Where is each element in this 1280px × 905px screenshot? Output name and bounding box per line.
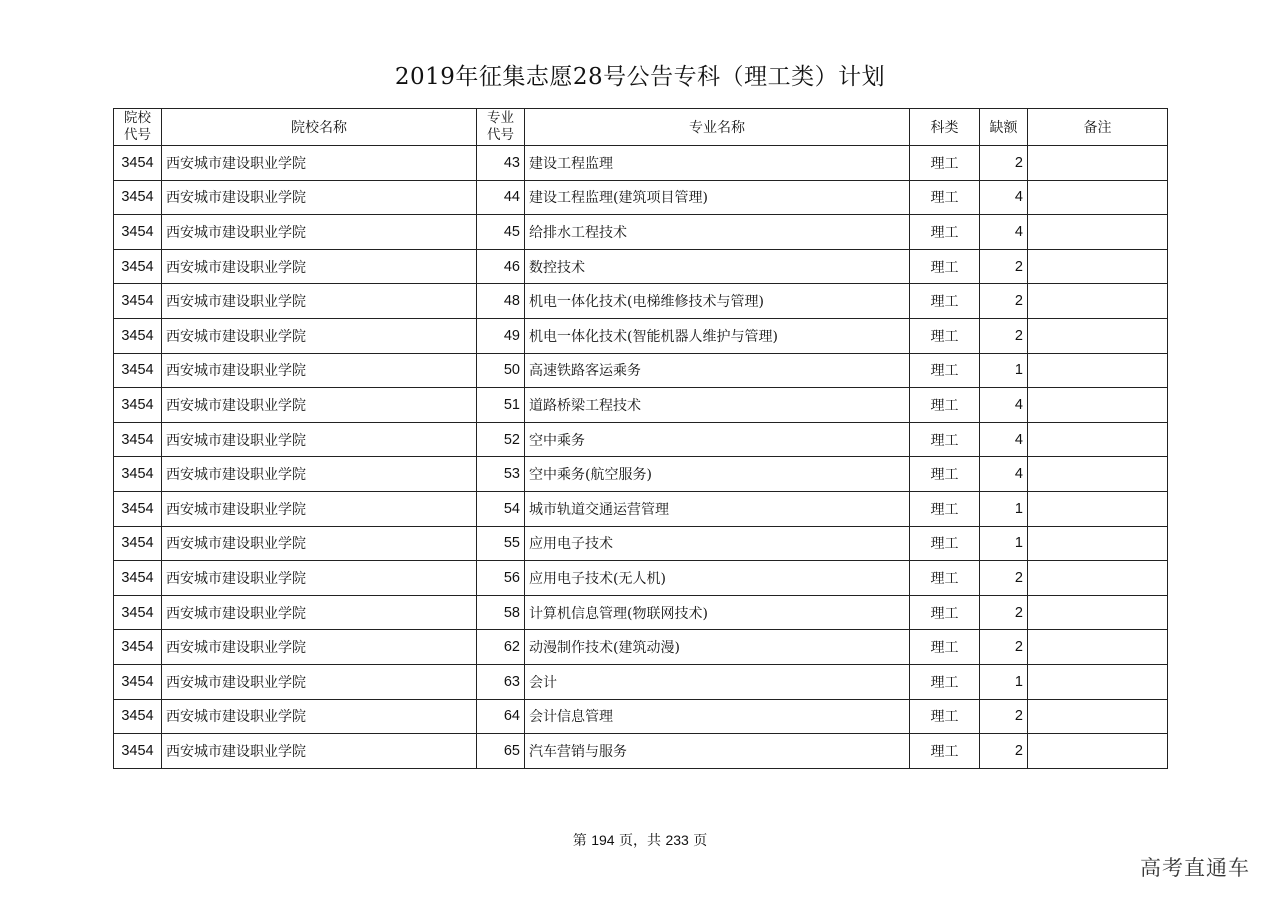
- cell-remarks: [1028, 526, 1168, 561]
- cell-remarks: [1028, 353, 1168, 388]
- cell-category: 理工: [910, 734, 980, 769]
- cell-school-code: 3454: [114, 284, 162, 319]
- header-category: 科类: [910, 109, 980, 146]
- cell-school-name: 西安城市建设职业学院: [162, 595, 477, 630]
- cell-school-code: 3454: [114, 422, 162, 457]
- cell-major-code: 51: [477, 388, 525, 423]
- cell-major-name: 空中乘务: [525, 422, 910, 457]
- table-row: [114, 526, 1168, 561]
- cell-remarks: [1028, 318, 1168, 353]
- cell-school-name: 西安城市建设职业学院: [162, 491, 477, 526]
- cell-major-name: 汽车营销与服务: [525, 734, 910, 769]
- cell-category: 理工: [910, 318, 980, 353]
- table-row: [114, 249, 1168, 284]
- header-school-name: 院校名称: [162, 109, 477, 146]
- cell-school-code: 3454: [114, 249, 162, 284]
- cell-major-code: 62: [477, 630, 525, 665]
- page-footer: [0, 830, 1280, 850]
- cell-major-name: 数控技术: [525, 249, 910, 284]
- cell-remarks: [1028, 215, 1168, 250]
- cell-school-code: 3454: [114, 664, 162, 699]
- cell-major-code: 52: [477, 422, 525, 457]
- cell-school-name: 西安城市建设职业学院: [162, 734, 477, 769]
- table-row: [114, 422, 1168, 457]
- table-row: [114, 388, 1168, 423]
- cell-major-name: 会计信息管理: [525, 699, 910, 734]
- cell-school-name: 西安城市建设职业学院: [162, 318, 477, 353]
- cell-school-name: 西安城市建设职业学院: [162, 422, 477, 457]
- cell-category: 理工: [910, 146, 980, 181]
- cell-major-name: 动漫制作技术(建筑动漫): [525, 630, 910, 665]
- cell-major-name: 城市轨道交通运营管理: [525, 491, 910, 526]
- cell-category: 理工: [910, 595, 980, 630]
- cell-remarks: [1028, 699, 1168, 734]
- cell-remarks: [1028, 388, 1168, 423]
- cell-school-name: 西安城市建设职业学院: [162, 284, 477, 319]
- cell-major-code: 54: [477, 491, 525, 526]
- cell-major-code: 63: [477, 664, 525, 699]
- table-row: [114, 561, 1168, 596]
- cell-vacancy: 2: [980, 595, 1028, 630]
- table-row: [114, 734, 1168, 769]
- cell-vacancy: 2: [980, 630, 1028, 665]
- cell-major-code: 55: [477, 526, 525, 561]
- cell-school-code: 3454: [114, 699, 162, 734]
- cell-category: 理工: [910, 457, 980, 492]
- cell-vacancy: 4: [980, 457, 1028, 492]
- cell-school-name: 西安城市建设职业学院: [162, 457, 477, 492]
- cell-major-name: 建设工程监理(建筑项目管理): [525, 180, 910, 215]
- cell-major-code: 56: [477, 561, 525, 596]
- cell-major-name: 给排水工程技术: [525, 215, 910, 250]
- cell-vacancy: 1: [980, 353, 1028, 388]
- cell-vacancy: 1: [980, 526, 1028, 561]
- header-major-code: 专业 代号: [477, 109, 525, 146]
- table-row: [114, 215, 1168, 250]
- cell-school-code: 3454: [114, 388, 162, 423]
- cell-major-code: 48: [477, 284, 525, 319]
- header-vacancy: 缺额: [980, 109, 1028, 146]
- cell-major-code: 43: [477, 146, 525, 181]
- cell-school-code: 3454: [114, 630, 162, 665]
- cell-major-code: 65: [477, 734, 525, 769]
- cell-remarks: [1028, 284, 1168, 319]
- cell-major-name: 会计: [525, 664, 910, 699]
- cell-category: 理工: [910, 215, 980, 250]
- cell-vacancy: 2: [980, 699, 1028, 734]
- cell-category: 理工: [910, 526, 980, 561]
- cell-category: 理工: [910, 630, 980, 665]
- cell-school-code: 3454: [114, 526, 162, 561]
- cell-school-code: 3454: [114, 457, 162, 492]
- cell-category: 理工: [910, 664, 980, 699]
- cell-major-code: 64: [477, 699, 525, 734]
- cell-school-name: 西安城市建设职业学院: [162, 180, 477, 215]
- cell-major-name: 计算机信息管理(物联网技术): [525, 595, 910, 630]
- cell-major-name: 应用电子技术(无人机): [525, 561, 910, 596]
- cell-vacancy: 2: [980, 146, 1028, 181]
- cell-vacancy: 2: [980, 284, 1028, 319]
- cell-vacancy: 4: [980, 215, 1028, 250]
- cell-category: 理工: [910, 561, 980, 596]
- cell-category: 理工: [910, 284, 980, 319]
- cell-major-code: 58: [477, 595, 525, 630]
- plan-table: [113, 108, 1168, 769]
- table-row: [114, 146, 1168, 181]
- cell-major-code: 53: [477, 457, 525, 492]
- cell-school-name: 西安城市建设职业学院: [162, 630, 477, 665]
- cell-school-code: 3454: [114, 734, 162, 769]
- footer-middle: 页，共: [619, 833, 661, 849]
- cell-major-code: 49: [477, 318, 525, 353]
- cell-major-name: 应用电子技术: [525, 526, 910, 561]
- cell-major-name: 高速铁路客运乘务: [525, 353, 910, 388]
- cell-school-code: 3454: [114, 561, 162, 596]
- cell-school-name: 西安城市建设职业学院: [162, 249, 477, 284]
- cell-vacancy: 1: [980, 491, 1028, 526]
- cell-remarks: [1028, 249, 1168, 284]
- cell-major-name: 空中乘务(航空服务): [525, 457, 910, 492]
- cell-school-code: 3454: [114, 180, 162, 215]
- table-row: [114, 318, 1168, 353]
- cell-remarks: [1028, 180, 1168, 215]
- header-school-code: 院校 代号: [114, 109, 162, 146]
- header-remarks: 备注: [1028, 109, 1168, 146]
- footer-total-pages: 233: [665, 832, 689, 848]
- cell-school-name: 西安城市建设职业学院: [162, 146, 477, 181]
- footer-prefix: 第: [572, 833, 587, 849]
- cell-vacancy: 2: [980, 734, 1028, 769]
- cell-school-name: 西安城市建设职业学院: [162, 388, 477, 423]
- cell-major-code: 50: [477, 353, 525, 388]
- cell-major-name: 道路桥梁工程技术: [525, 388, 910, 423]
- cell-school-code: 3454: [114, 215, 162, 250]
- watermark-text: 高考直通车: [1140, 856, 1250, 880]
- cell-major-name: 建设工程监理: [525, 146, 910, 181]
- table-row: [114, 180, 1168, 215]
- table-row: [114, 491, 1168, 526]
- cell-category: 理工: [910, 491, 980, 526]
- table-row: [114, 699, 1168, 734]
- cell-remarks: [1028, 422, 1168, 457]
- table-row: [114, 353, 1168, 388]
- cell-major-code: 46: [477, 249, 525, 284]
- header-major-name: 专业名称: [525, 109, 910, 146]
- cell-category: 理工: [910, 388, 980, 423]
- table-header-row: [114, 109, 1168, 146]
- table-row: [114, 664, 1168, 699]
- cell-school-name: 西安城市建设职业学院: [162, 699, 477, 734]
- cell-remarks: [1028, 595, 1168, 630]
- footer-page-number: 194: [591, 832, 615, 848]
- cell-major-code: 45: [477, 215, 525, 250]
- cell-category: 理工: [910, 422, 980, 457]
- cell-category: 理工: [910, 353, 980, 388]
- table-row: [114, 457, 1168, 492]
- cell-vacancy: 2: [980, 249, 1028, 284]
- page-title: 2019年征集志愿28号公告专科（理工类）计划: [394, 64, 886, 90]
- cell-school-code: 3454: [114, 595, 162, 630]
- cell-remarks: [1028, 146, 1168, 181]
- cell-school-name: 西安城市建设职业学院: [162, 664, 477, 699]
- cell-school-code: 3454: [114, 491, 162, 526]
- cell-major-name: 机电一体化技术(电梯维修技术与管理): [525, 284, 910, 319]
- cell-major-name: 机电一体化技术(智能机器人维护与管理): [525, 318, 910, 353]
- cell-school-code: 3454: [114, 146, 162, 181]
- cell-remarks: [1028, 491, 1168, 526]
- cell-school-name: 西安城市建设职业学院: [162, 526, 477, 561]
- table-row: [114, 630, 1168, 665]
- cell-remarks: [1028, 630, 1168, 665]
- cell-category: 理工: [910, 180, 980, 215]
- cell-school-code: 3454: [114, 318, 162, 353]
- cell-school-name: 西安城市建设职业学院: [162, 561, 477, 596]
- cell-vacancy: 4: [980, 422, 1028, 457]
- cell-remarks: [1028, 734, 1168, 769]
- cell-category: 理工: [910, 249, 980, 284]
- cell-remarks: [1028, 457, 1168, 492]
- cell-vacancy: 1: [980, 664, 1028, 699]
- cell-vacancy: 2: [980, 318, 1028, 353]
- cell-vacancy: 4: [980, 180, 1028, 215]
- cell-remarks: [1028, 664, 1168, 699]
- cell-remarks: [1028, 561, 1168, 596]
- table-row: [114, 284, 1168, 319]
- cell-school-name: 西安城市建设职业学院: [162, 353, 477, 388]
- table-row: [114, 595, 1168, 630]
- cell-school-code: 3454: [114, 353, 162, 388]
- cell-major-code: 44: [477, 180, 525, 215]
- cell-school-name: 西安城市建设职业学院: [162, 215, 477, 250]
- cell-vacancy: 4: [980, 388, 1028, 423]
- cell-vacancy: 2: [980, 561, 1028, 596]
- cell-category: 理工: [910, 699, 980, 734]
- footer-suffix: 页: [693, 833, 708, 849]
- table-body: [114, 146, 1168, 769]
